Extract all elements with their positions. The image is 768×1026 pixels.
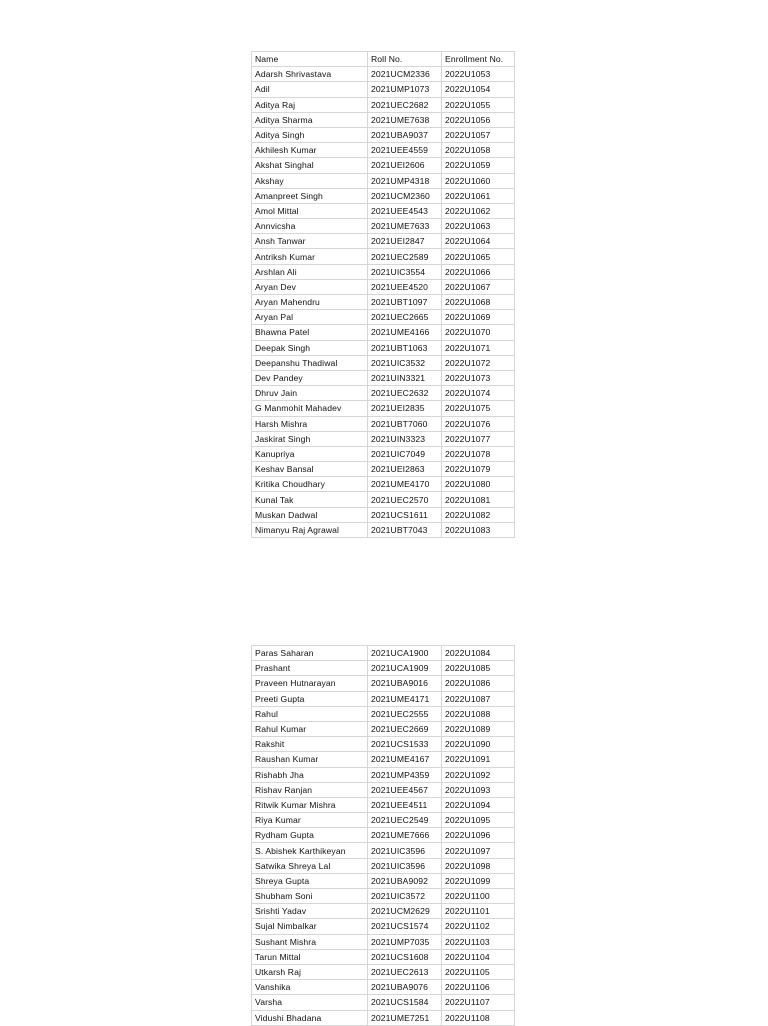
cell-enrollment-no: 2022U1101 bbox=[442, 904, 515, 919]
cell-roll-no: 2021UIC3554 bbox=[368, 264, 442, 279]
cell-name: Amanpreet Singh bbox=[252, 188, 368, 203]
cell-name: Rydham Gupta bbox=[252, 828, 368, 843]
table-row bbox=[252, 279, 515, 294]
table-row bbox=[252, 143, 515, 158]
cell-enrollment-no: 2022U1089 bbox=[442, 721, 515, 736]
cell-roll-no: 2021UME4166 bbox=[368, 325, 442, 340]
table-row bbox=[252, 203, 515, 218]
table-row bbox=[252, 889, 515, 904]
cell-roll-no: 2021UCS1608 bbox=[368, 949, 442, 964]
header-roll-no: Roll No. bbox=[368, 52, 442, 67]
cell-name: Srishti Yadav bbox=[252, 904, 368, 919]
cell-enrollment-no: 2022U1095 bbox=[442, 813, 515, 828]
cell-roll-no: 2021UEE4511 bbox=[368, 797, 442, 812]
cell-enrollment-no: 2022U1080 bbox=[442, 477, 515, 492]
cell-roll-no: 2021UIC3572 bbox=[368, 889, 442, 904]
cell-name: Aditya Sharma bbox=[252, 112, 368, 127]
table-row bbox=[252, 1010, 515, 1025]
cell-enrollment-no: 2022U1059 bbox=[442, 158, 515, 173]
cell-enrollment-no: 2022U1102 bbox=[442, 919, 515, 934]
cell-name: Rahul bbox=[252, 706, 368, 721]
cell-name: Shubham Soni bbox=[252, 889, 368, 904]
cell-name: Nimanyu Raj Agrawal bbox=[252, 522, 368, 537]
cell-enrollment-no: 2022U1084 bbox=[442, 646, 515, 661]
cell-name: Akshat Singhal bbox=[252, 158, 368, 173]
cell-roll-no: 2021UBA9016 bbox=[368, 676, 442, 691]
cell-name: Adarsh Shrivastava bbox=[252, 67, 368, 82]
cell-enrollment-no: 2022U1098 bbox=[442, 858, 515, 873]
cell-enrollment-no: 2022U1088 bbox=[442, 706, 515, 721]
table-row bbox=[252, 721, 515, 736]
cell-roll-no: 2021UME7666 bbox=[368, 828, 442, 843]
cell-name: Antriksh Kumar bbox=[252, 249, 368, 264]
cell-name: Deepanshu Thadiwal bbox=[252, 355, 368, 370]
cell-name: S. Abishek Karthikeyan bbox=[252, 843, 368, 858]
table-row bbox=[252, 767, 515, 782]
cell-enrollment-no: 2022U1094 bbox=[442, 797, 515, 812]
cell-enrollment-no: 2022U1054 bbox=[442, 82, 515, 97]
cell-name: Riya Kumar bbox=[252, 813, 368, 828]
cell-enrollment-no: 2022U1071 bbox=[442, 340, 515, 355]
cell-enrollment-no: 2022U1103 bbox=[442, 934, 515, 949]
cell-enrollment-no: 2022U1097 bbox=[442, 843, 515, 858]
table-row bbox=[252, 386, 515, 401]
table-row bbox=[252, 67, 515, 82]
cell-roll-no: 2021UEE4567 bbox=[368, 782, 442, 797]
table-row bbox=[252, 401, 515, 416]
table-row bbox=[252, 264, 515, 279]
table-row bbox=[252, 340, 515, 355]
table-header-row bbox=[252, 52, 515, 67]
cell-name: Harsh Mishra bbox=[252, 416, 368, 431]
header-name: Name bbox=[252, 52, 368, 67]
cell-roll-no: 2021UMP7035 bbox=[368, 934, 442, 949]
cell-enrollment-no: 2022U1065 bbox=[442, 249, 515, 264]
cell-enrollment-no: 2022U1093 bbox=[442, 782, 515, 797]
cell-name: Aryan Pal bbox=[252, 310, 368, 325]
cell-roll-no: 2021UEE4520 bbox=[368, 279, 442, 294]
cell-name: Raushan Kumar bbox=[252, 752, 368, 767]
cell-name: Sujal Nimbalkar bbox=[252, 919, 368, 934]
cell-name: Vanshika bbox=[252, 980, 368, 995]
cell-enrollment-no: 2022U1062 bbox=[442, 203, 515, 218]
cell-roll-no: 2021UEE4559 bbox=[368, 143, 442, 158]
cell-roll-no: 2021UCS1584 bbox=[368, 995, 442, 1010]
table-row bbox=[252, 355, 515, 370]
table-row bbox=[252, 249, 515, 264]
cell-enrollment-no: 2022U1074 bbox=[442, 386, 515, 401]
cell-roll-no: 2021UEC2613 bbox=[368, 964, 442, 979]
cell-enrollment-no: 2022U1077 bbox=[442, 431, 515, 446]
cell-roll-no: 2021UMP4318 bbox=[368, 173, 442, 188]
table-row bbox=[252, 370, 515, 385]
cell-roll-no: 2021UEC2632 bbox=[368, 386, 442, 401]
cell-name: Ritwik Kumar Mishra bbox=[252, 797, 368, 812]
cell-enrollment-no: 2022U1057 bbox=[442, 127, 515, 142]
cell-enrollment-no: 2022U1075 bbox=[442, 401, 515, 416]
cell-name: Akshay bbox=[252, 173, 368, 188]
cell-roll-no: 2021UME7251 bbox=[368, 1010, 442, 1025]
cell-name: Tarun Mittal bbox=[252, 949, 368, 964]
cell-enrollment-no: 2022U1083 bbox=[442, 522, 515, 537]
cell-name: Aditya Singh bbox=[252, 127, 368, 142]
table-row bbox=[252, 691, 515, 706]
cell-name: Kritika Choudhary bbox=[252, 477, 368, 492]
table-row bbox=[252, 158, 515, 173]
cell-roll-no: 2021UBA9092 bbox=[368, 873, 442, 888]
cell-enrollment-no: 2022U1073 bbox=[442, 370, 515, 385]
cell-roll-no: 2021UEE4543 bbox=[368, 203, 442, 218]
cell-name: Rishabh Jha bbox=[252, 767, 368, 782]
cell-roll-no: 2021UEI2863 bbox=[368, 462, 442, 477]
cell-enrollment-no: 2022U1058 bbox=[442, 143, 515, 158]
cell-enrollment-no: 2022U1087 bbox=[442, 691, 515, 706]
cell-roll-no: 2021UME7638 bbox=[368, 112, 442, 127]
cell-name: Keshav Bansal bbox=[252, 462, 368, 477]
cell-name: Muskan Dadwal bbox=[252, 507, 368, 522]
cell-name: Sushant Mishra bbox=[252, 934, 368, 949]
cell-roll-no: 2021UCA1900 bbox=[368, 646, 442, 661]
cell-enrollment-no: 2022U1063 bbox=[442, 219, 515, 234]
cell-enrollment-no: 2022U1104 bbox=[442, 949, 515, 964]
cell-name: Akhilesh Kumar bbox=[252, 143, 368, 158]
table-row bbox=[252, 325, 515, 340]
table-row bbox=[252, 310, 515, 325]
cell-roll-no: 2021UBT1097 bbox=[368, 295, 442, 310]
cell-name: Aditya Raj bbox=[252, 97, 368, 112]
table-row bbox=[252, 980, 515, 995]
table-row bbox=[252, 492, 515, 507]
cell-roll-no: 2021UCS1574 bbox=[368, 919, 442, 934]
cell-roll-no: 2021UEC2669 bbox=[368, 721, 442, 736]
cell-name: Satwika Shreya Lal bbox=[252, 858, 368, 873]
student-roster-table-1 bbox=[251, 51, 515, 538]
cell-roll-no: 2021UME4171 bbox=[368, 691, 442, 706]
cell-enrollment-no: 2022U1090 bbox=[442, 737, 515, 752]
cell-enrollment-no: 2022U1086 bbox=[442, 676, 515, 691]
cell-enrollment-no: 2022U1072 bbox=[442, 355, 515, 370]
cell-roll-no: 2021UBA9076 bbox=[368, 980, 442, 995]
cell-roll-no: 2021UIC3596 bbox=[368, 843, 442, 858]
cell-name: Deepak Singh bbox=[252, 340, 368, 355]
cell-name: Paras Saharan bbox=[252, 646, 368, 661]
table-row bbox=[252, 813, 515, 828]
cell-roll-no: 2021UCM2360 bbox=[368, 188, 442, 203]
cell-name: Jaskirat Singh bbox=[252, 431, 368, 446]
cell-enrollment-no: 2022U1064 bbox=[442, 234, 515, 249]
cell-name: Shreya Gupta bbox=[252, 873, 368, 888]
cell-enrollment-no: 2022U1068 bbox=[442, 295, 515, 310]
table-row bbox=[252, 446, 515, 461]
table-row bbox=[252, 752, 515, 767]
cell-roll-no: 2021UIC3596 bbox=[368, 858, 442, 873]
cell-enrollment-no: 2022U1060 bbox=[442, 173, 515, 188]
cell-enrollment-no: 2022U1055 bbox=[442, 97, 515, 112]
cell-roll-no: 2021UIC3532 bbox=[368, 355, 442, 370]
table-row bbox=[252, 127, 515, 142]
cell-roll-no: 2021UME4167 bbox=[368, 752, 442, 767]
cell-roll-no: 2021UMP1073 bbox=[368, 82, 442, 97]
cell-enrollment-no: 2022U1070 bbox=[442, 325, 515, 340]
table-row bbox=[252, 431, 515, 446]
cell-name: G Manmohit Mahadev bbox=[252, 401, 368, 416]
cell-roll-no: 2021UCS1533 bbox=[368, 737, 442, 752]
cell-roll-no: 2021UEC2682 bbox=[368, 97, 442, 112]
header-enrollment-no: Enrollment No. bbox=[442, 52, 515, 67]
cell-enrollment-no: 2022U1056 bbox=[442, 112, 515, 127]
cell-enrollment-no: 2022U1106 bbox=[442, 980, 515, 995]
cell-name: Aryan Dev bbox=[252, 279, 368, 294]
table-row bbox=[252, 919, 515, 934]
cell-roll-no: 2021UIC7049 bbox=[368, 446, 442, 461]
cell-name: Rakshit bbox=[252, 737, 368, 752]
cell-enrollment-no: 2022U1076 bbox=[442, 416, 515, 431]
cell-enrollment-no: 2022U1069 bbox=[442, 310, 515, 325]
cell-enrollment-no: 2022U1092 bbox=[442, 767, 515, 782]
table-row bbox=[252, 858, 515, 873]
cell-name: Utkarsh Raj bbox=[252, 964, 368, 979]
cell-enrollment-no: 2022U1096 bbox=[442, 828, 515, 843]
cell-enrollment-no: 2022U1081 bbox=[442, 492, 515, 507]
cell-enrollment-no: 2022U1067 bbox=[442, 279, 515, 294]
cell-roll-no: 2021UIN3323 bbox=[368, 431, 442, 446]
cell-roll-no: 2021UEI2835 bbox=[368, 401, 442, 416]
table-row bbox=[252, 904, 515, 919]
table-row bbox=[252, 964, 515, 979]
table-row bbox=[252, 522, 515, 537]
table-row bbox=[252, 477, 515, 492]
cell-roll-no: 2021UBT7043 bbox=[368, 522, 442, 537]
cell-name: Amol Mittal bbox=[252, 203, 368, 218]
cell-roll-no: 2021UEC2570 bbox=[368, 492, 442, 507]
table-row bbox=[252, 112, 515, 127]
cell-roll-no: 2021UME4170 bbox=[368, 477, 442, 492]
table-row bbox=[252, 828, 515, 843]
cell-roll-no: 2021UEI2606 bbox=[368, 158, 442, 173]
cell-roll-no: 2021UBT7060 bbox=[368, 416, 442, 431]
table-row bbox=[252, 706, 515, 721]
table-row bbox=[252, 97, 515, 112]
table-row bbox=[252, 173, 515, 188]
cell-enrollment-no: 2022U1082 bbox=[442, 507, 515, 522]
cell-roll-no: 2021UEC2589 bbox=[368, 249, 442, 264]
cell-name: Preeti Gupta bbox=[252, 691, 368, 706]
cell-name: Kunal Tak bbox=[252, 492, 368, 507]
student-roster-table-2 bbox=[251, 645, 515, 1026]
cell-roll-no: 2021UEC2549 bbox=[368, 813, 442, 828]
table-row bbox=[252, 416, 515, 431]
table-row bbox=[252, 507, 515, 522]
cell-enrollment-no: 2022U1091 bbox=[442, 752, 515, 767]
table-row bbox=[252, 737, 515, 752]
table-row bbox=[252, 234, 515, 249]
cell-enrollment-no: 2022U1078 bbox=[442, 446, 515, 461]
table-row bbox=[252, 295, 515, 310]
table-row bbox=[252, 782, 515, 797]
table-row bbox=[252, 995, 515, 1010]
cell-enrollment-no: 2022U1079 bbox=[442, 462, 515, 477]
cell-enrollment-no: 2022U1100 bbox=[442, 889, 515, 904]
table-row bbox=[252, 873, 515, 888]
cell-roll-no: 2021UEC2665 bbox=[368, 310, 442, 325]
cell-enrollment-no: 2022U1108 bbox=[442, 1010, 515, 1025]
cell-roll-no: 2021UCM2629 bbox=[368, 904, 442, 919]
cell-roll-no: 2021UCA1909 bbox=[368, 661, 442, 676]
table-row bbox=[252, 797, 515, 812]
cell-roll-no: 2021UIN3321 bbox=[368, 370, 442, 385]
table-row bbox=[252, 219, 515, 234]
cell-name: Varsha bbox=[252, 995, 368, 1010]
cell-enrollment-no: 2022U1053 bbox=[442, 67, 515, 82]
cell-roll-no: 2021UEI2847 bbox=[368, 234, 442, 249]
table-row bbox=[252, 843, 515, 858]
cell-name: Annvicsha bbox=[252, 219, 368, 234]
cell-roll-no: 2021UME7633 bbox=[368, 219, 442, 234]
cell-roll-no: 2021UBT1063 bbox=[368, 340, 442, 355]
cell-name: Kanupriya bbox=[252, 446, 368, 461]
cell-name: Ansh Tanwar bbox=[252, 234, 368, 249]
cell-name: Dhruv Jain bbox=[252, 386, 368, 401]
cell-roll-no: 2021UEC2555 bbox=[368, 706, 442, 721]
cell-enrollment-no: 2022U1085 bbox=[442, 661, 515, 676]
cell-enrollment-no: 2022U1066 bbox=[442, 264, 515, 279]
cell-roll-no: 2021UCM2336 bbox=[368, 67, 442, 82]
cell-enrollment-no: 2022U1107 bbox=[442, 995, 515, 1010]
cell-name: Bhawna Patel bbox=[252, 325, 368, 340]
cell-name: Prashant bbox=[252, 661, 368, 676]
cell-name: Dev Pandey bbox=[252, 370, 368, 385]
cell-name: Rahul Kumar bbox=[252, 721, 368, 736]
table-row bbox=[252, 934, 515, 949]
cell-name: Aryan Mahendru bbox=[252, 295, 368, 310]
table-row bbox=[252, 676, 515, 691]
cell-enrollment-no: 2022U1105 bbox=[442, 964, 515, 979]
table-row bbox=[252, 462, 515, 477]
cell-roll-no: 2021UBA9037 bbox=[368, 127, 442, 142]
cell-name: Adil bbox=[252, 82, 368, 97]
table-row bbox=[252, 82, 515, 97]
table-row bbox=[252, 188, 515, 203]
cell-name: Arshlan Ali bbox=[252, 264, 368, 279]
table-row bbox=[252, 949, 515, 964]
cell-enrollment-no: 2022U1061 bbox=[442, 188, 515, 203]
cell-name: Rishav Ranjan bbox=[252, 782, 368, 797]
table-row bbox=[252, 646, 515, 661]
cell-roll-no: 2021UMP4359 bbox=[368, 767, 442, 782]
cell-name: Praveen Hutnarayan bbox=[252, 676, 368, 691]
cell-roll-no: 2021UCS1611 bbox=[368, 507, 442, 522]
cell-name: Vidushi Bhadana bbox=[252, 1010, 368, 1025]
table-row bbox=[252, 661, 515, 676]
cell-enrollment-no: 2022U1099 bbox=[442, 873, 515, 888]
